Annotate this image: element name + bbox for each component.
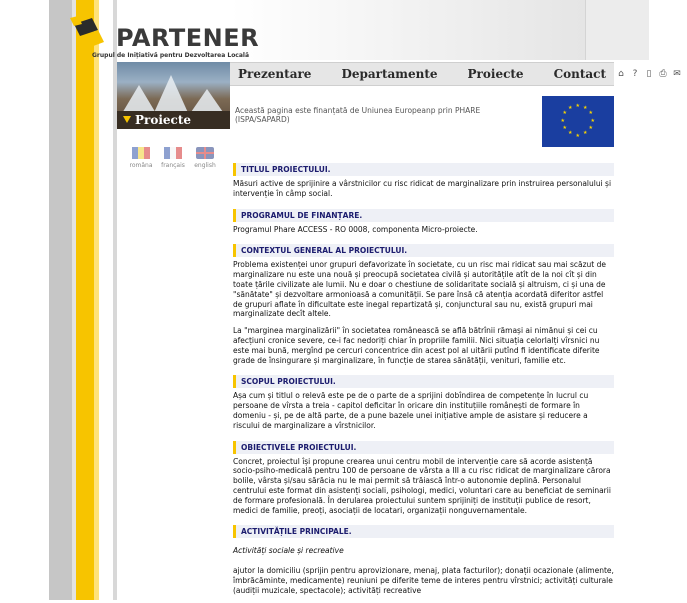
decorative-stripe-white bbox=[99, 0, 113, 600]
page-icon[interactable]: ▯ bbox=[646, 69, 652, 79]
main-content bbox=[233, 103, 614, 603]
lang-english[interactable] bbox=[191, 147, 219, 169]
brand-subtitle: Grupul de Inițiativă pentru Dezvoltarea Locală bbox=[92, 52, 250, 59]
triangle-arrow-icon bbox=[123, 116, 131, 123]
eu-star-icon: ★ bbox=[575, 132, 580, 139]
section-paragraph: Programul Phare ACCESS - RO 0008, componenta Micro-proiecte. bbox=[233, 224, 478, 234]
eu-star-icon: ★ bbox=[588, 125, 593, 131]
lang-label: româna bbox=[129, 162, 153, 169]
main-navigation bbox=[230, 62, 681, 86]
eu-star-icon: ★ bbox=[583, 130, 588, 137]
section-paragraph: Problema existenței unor grupuri defavorizate în societate, cu un risc mai ridicat sau mai scăzut de marginalizare nu este una nouă și preocupă societatea civilă și autoritățile atît de la noi cît și din toate țările civilizate ale lumii. Nu e doar o chestiune de solidaritate socială și altruism, ci și una de "sănătate" și dezvoltare armonioasă a comunității. Se pare însă că atenția acordată diferitor astfel de grupuri aflate în dificultate este inegal repartizată și, conjunctural sau nu, există grupuri mai marginalizate decît altele. bbox=[233, 260, 606, 319]
section-paragraph: Măsuri active de sprijinire a vârstnicilor cu risc ridicat de marginalizare prin instruirea personalului și intervenție în câmp social. bbox=[233, 179, 612, 198]
home-icon[interactable]: ⌂ bbox=[618, 69, 624, 79]
nav-prezentare[interactable]: Prezentare bbox=[238, 67, 312, 81]
section-heading: TITLUL PROIECTULUI. bbox=[233, 163, 614, 176]
section-subtitle: Activități sociale și recreative bbox=[233, 546, 344, 556]
site-logo[interactable] bbox=[68, 14, 260, 59]
eu-star-icon: ★ bbox=[568, 104, 573, 111]
romania-flag-icon bbox=[132, 147, 150, 159]
lang-label: english bbox=[194, 162, 216, 169]
print-icon[interactable]: ⎙ bbox=[659, 69, 667, 79]
section-heading: SCOPUL PROIECTULUI. bbox=[233, 375, 614, 388]
eu-flag-icon bbox=[542, 96, 614, 147]
section-label-text: Proiecte bbox=[135, 113, 192, 127]
nav-proiecte[interactable]: Proiecte bbox=[467, 67, 524, 81]
decorative-stripe-yellow bbox=[76, 0, 94, 600]
eu-star-icon: ★ bbox=[588, 110, 593, 116]
lang-romana[interactable] bbox=[127, 147, 155, 169]
section-label bbox=[117, 111, 230, 129]
decorative-stripe-gray bbox=[49, 0, 72, 600]
brand-name: PARTENER bbox=[116, 24, 260, 52]
eu-star-icon: ★ bbox=[560, 117, 565, 124]
section-heading: OBIECTIVELE PROIECTULUI. bbox=[233, 441, 614, 454]
france-flag-icon bbox=[164, 147, 182, 159]
section-heading: PROGRAMUL DE FINANȚARE. bbox=[233, 209, 614, 222]
header-right-panel bbox=[585, 0, 649, 60]
eu-star-icon: ★ bbox=[590, 117, 595, 124]
section-paragraph: Concret, proiectul își propune crearea unui centru mobil de intervenție care să acorde asistență socio-psiho-medicală pentru 100 de persoane de vârsta a III a cu risc ridicat de marginalizare cărora bolile, vârsta și/sau sărăcia nu le mai permit să trăiască într-o autonomie deplină. Personalul centrului este format din asistenți sociali, psihologi, medici, voluntari care au beneficiat de seminarii de formare profesională. În derularea proiectului suntem sprijiniți de instituții publice de resort, medici de familie, preoți, asociații de locatari, organizații nonguvernamentale. bbox=[233, 456, 611, 515]
funding-intro-text: Această pagina este finanțată de Uniunea Europeanp prin PHARE (ISPA/SAPARD) bbox=[235, 106, 481, 124]
eu-star-icon: ★ bbox=[568, 130, 573, 137]
nav-contact[interactable]: Contact bbox=[553, 67, 607, 81]
eu-star-icon: ★ bbox=[575, 102, 580, 109]
section-paragraph: ajutor la domiciliu (sprijin pentru aprovizionare, menaj, plata facturilor); donații ocazionale (alimente, îmbrăcăminte, medicamente) reuniuni pe diferite teme de interes pentru vîrstnici; activități culturale (audiții muzicale, spectacole); activități recreative bbox=[233, 566, 614, 595]
eu-star-icon: ★ bbox=[583, 104, 588, 111]
nav-icon-group bbox=[616, 69, 687, 79]
eu-star-icon: ★ bbox=[562, 110, 567, 116]
funding-intro bbox=[233, 103, 614, 153]
section-heading: ACTIVITĂȚILE PRINCIPALE. bbox=[233, 525, 614, 538]
section-paragraph: La "marginea marginalizării" în societatea românească se află bătrînii rămași ai nimănui și cei cu afecțiuni cronice severe, ce-i fac nedoriți chiar în propriile familii. Nici situația celorlalți vîrsnici nu este mai bună, mergînd pe cercuri concentrice din acest pol al uitării putînd fi identificate diferite grade de însingurare și marginalizare, în funcție de starea sănătății, venituri, familie etc. bbox=[233, 326, 600, 365]
mail-icon[interactable]: ✉ bbox=[673, 69, 681, 79]
uk-flag-icon bbox=[196, 147, 214, 159]
site-header bbox=[0, 0, 649, 60]
nav-departamente[interactable]: Departamente bbox=[341, 67, 438, 81]
language-selector bbox=[127, 147, 219, 169]
lang-francais[interactable] bbox=[159, 147, 187, 169]
section-paragraph: Așa cum și titlul o relevă este pe de o parte de a sprijini dobîndirea de competențe în lucrul cu persoane de vîrsta a treia - capitol deficitar în oricare din instituțiile românești de formare în domeniu - și, pe de altă parte, de a pune bazele unei inițiative ample de asistare și reducere a riscului de marginalizare a vîrstnicilor. bbox=[233, 391, 589, 430]
lang-label: français bbox=[161, 162, 185, 169]
help-icon[interactable]: ? bbox=[632, 69, 638, 79]
logo-mark-icon bbox=[68, 14, 114, 54]
eu-star-icon: ★ bbox=[562, 125, 567, 131]
section-heading: CONTEXTUL GENERAL AL PROIECTULUI. bbox=[233, 244, 614, 257]
